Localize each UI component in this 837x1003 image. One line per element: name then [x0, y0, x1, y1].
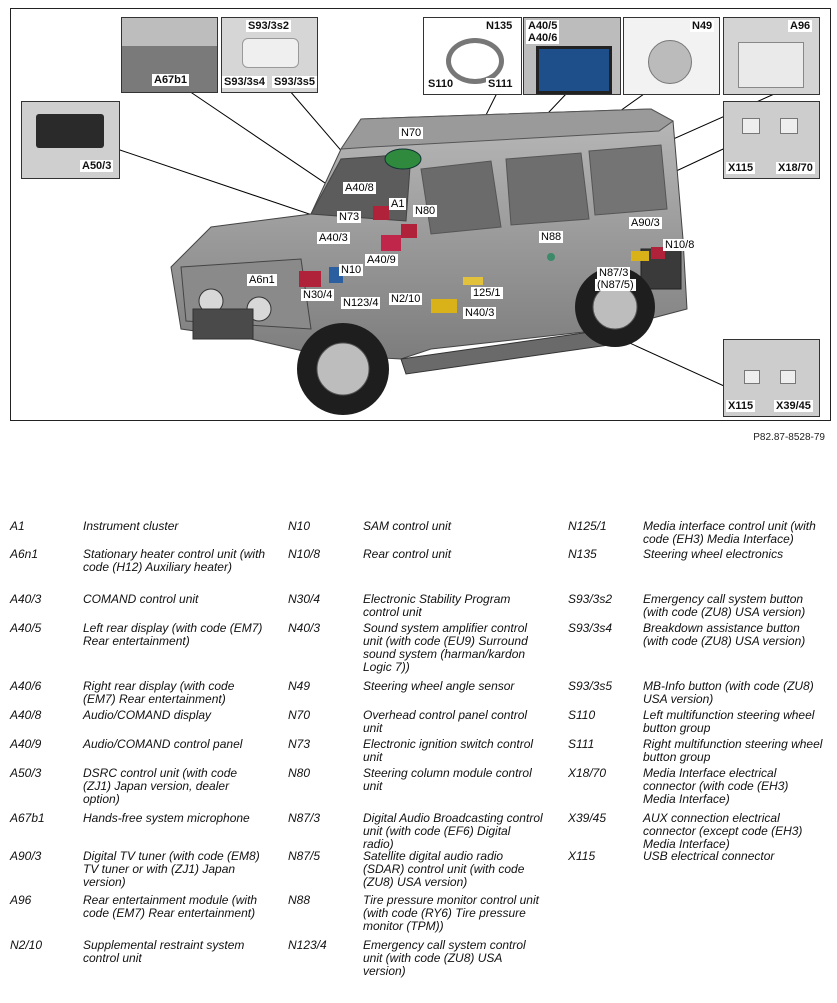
callout: N88: [541, 231, 562, 243]
legend-code: N125/1: [568, 519, 607, 533]
callout: A40/9: [367, 254, 396, 266]
legend-description: Tire pressure monitor control unit (with code (RY6) Tire pressure monitor (TPM)): [363, 893, 539, 933]
callout: A40/3: [319, 232, 348, 244]
callout: N123/4: [343, 297, 379, 309]
legend-code: S93/3s4: [568, 621, 613, 635]
legend-description: Digital TV tuner (with code (EM8) TV tuner or with (ZJ1) Japan version): [83, 849, 260, 889]
callout: 125/1: [473, 287, 501, 299]
inset-label: N49: [692, 20, 713, 32]
callout: (N87/5): [597, 279, 634, 291]
callout: N30/4: [303, 289, 333, 301]
inset-label: A96: [790, 20, 811, 32]
legend-code: A6n1: [10, 547, 39, 561]
callout: N70: [401, 127, 422, 139]
legend-description: Satellite digital audio radio (SDAR) control unit (with code (ZU8) USA version): [363, 849, 525, 889]
inset-a40-5-6: [523, 17, 621, 95]
rear-display-image: [536, 46, 612, 94]
legend-description: Digital Audio Broadcasting control unit (with code (EF6) Digital radio): [363, 811, 543, 851]
inset-label: S93/3s4: [224, 76, 265, 88]
legend-description: Electronic ignition switch control unit: [363, 737, 534, 764]
legend-code: N49: [288, 679, 311, 693]
legend-code: N30/4: [288, 592, 321, 606]
callout: N10: [341, 264, 362, 276]
legend-description: Right rear display (with code (EM7) Rear entertainment): [83, 679, 235, 706]
legend-description: AUX connection electrical connector (except code (EH3) Media Interface): [643, 811, 803, 851]
legend-description: Stationary heater control unit (with code (H12) Auxiliary heater): [83, 547, 266, 574]
legend-code: X115: [568, 849, 596, 863]
callout: N2/10: [391, 293, 421, 305]
inset-label: X39/45: [776, 400, 811, 412]
angle-sensor-image: [648, 40, 692, 84]
legend-description: Media Interface electrical connector (with code (EH3) Media Interface): [643, 766, 789, 806]
legend-description: Supplemental restraint system control unit: [83, 938, 245, 965]
callout: N10/8: [665, 239, 695, 251]
legend-code: X39/45: [568, 811, 607, 825]
legend-code: A1: [10, 519, 25, 533]
legend-description: Overhead control panel control unit: [363, 708, 528, 735]
legend-description: USB electrical connector: [643, 849, 775, 863]
legend-description: DSRC control unit (with code (ZJ1) Japan version, dealer option): [83, 766, 238, 806]
legend-description: Hands-free system microphone: [83, 811, 250, 825]
legend-code: A40/9: [10, 737, 42, 751]
legend-description: Sound system amplifier control unit (with code (EU9) Surround sound system (harman/kardon Logic 7)): [363, 621, 528, 674]
figure-reference-number: P82.87-8528-79: [753, 432, 825, 443]
inset-s93-3: [221, 17, 318, 93]
legend-code: A40/6: [10, 679, 42, 693]
legend-code: S93/3s5: [568, 679, 613, 693]
inset-x115-x39-45: [723, 339, 820, 417]
legend-code: N2/10: [10, 938, 43, 952]
inset-label: A40/6: [528, 32, 558, 44]
dsrc-unit-image: [36, 114, 104, 148]
rear-entertainment-module-image: [738, 42, 804, 88]
callout: A6n1: [249, 274, 275, 286]
legend-code: S110: [568, 708, 596, 722]
legend-code: N135: [568, 547, 597, 561]
legend-description: Breakdown assistance button (with code (ZU8) USA version): [643, 621, 806, 648]
legend-code: A50/3: [10, 766, 42, 780]
legend-description: Right multifunction steering wheel button group: [643, 737, 823, 764]
legend-description: Audio/COMAND control panel: [83, 737, 243, 751]
legend-code: A40/5: [10, 621, 42, 635]
inset-label: A50/3: [82, 160, 112, 172]
legend-code: N10: [288, 519, 311, 533]
legend-code: N70: [288, 708, 311, 722]
legend-code: A67b1: [10, 811, 45, 825]
legend-description: Audio/COMAND display: [83, 708, 212, 722]
legend-code: N10/8: [288, 547, 321, 561]
inset-label: A67b1: [154, 74, 188, 86]
legend-description: MB-Info button (with code (ZU8) USA version): [643, 679, 814, 706]
legend-description: COMAND control unit: [83, 592, 199, 606]
legend-description: Instrument cluster: [83, 519, 179, 533]
legend-code: N88: [288, 893, 311, 907]
inset-label: S93/3s5: [274, 76, 315, 88]
legend-description: Electronic Stability Program control unit: [363, 592, 511, 619]
callout: N40/3: [465, 307, 495, 319]
inset-a96: [723, 17, 820, 95]
inset-a50-3: [21, 101, 120, 179]
legend-code: N40/3: [288, 621, 321, 635]
inset-label: X18/70: [778, 162, 813, 174]
inset-label: S93/3s2: [248, 20, 289, 32]
legend-description: Media interface control unit (with code (EH3) Media Interface): [643, 519, 816, 546]
legend-code: S93/3s2: [568, 592, 613, 606]
legend-code: N123/4: [288, 938, 327, 952]
legend-code: N87/5: [288, 849, 321, 863]
callout: A40/8: [345, 182, 374, 194]
legend-description: Rear control unit: [363, 547, 452, 561]
callout: N80: [415, 205, 436, 217]
legend-code: N73: [288, 737, 311, 751]
legend-description: Steering wheel angle sensor: [363, 679, 515, 693]
inset-label: N135: [486, 20, 513, 32]
callout: N87/3: [599, 267, 629, 279]
legend-code: A40/8: [10, 708, 42, 722]
inset-n49: [623, 17, 720, 95]
inset-n135: [423, 17, 522, 95]
inset-label: X115: [728, 162, 754, 174]
legend-code: A96: [10, 893, 32, 907]
legend-description: Emergency call system control unit (with code (ZU8) USA version): [363, 938, 526, 978]
legend-code: X18/70: [568, 766, 607, 780]
legend-description: Left multifunction steering wheel button group: [643, 708, 815, 735]
legend-code: A90/3: [10, 849, 42, 863]
legend-code: A40/3: [10, 592, 42, 606]
callout: A90/3: [631, 217, 660, 229]
legend-description: Emergency call system button (with code (ZU8) USA version): [643, 592, 806, 619]
inset-label: S110: [428, 78, 454, 90]
legend-description: SAM control unit: [363, 519, 452, 533]
legend-description: Steering wheel electronics: [643, 547, 784, 561]
inset-label: A40/5: [528, 20, 558, 32]
inset-label: X115: [728, 400, 754, 412]
legend-description: Steering column module control unit: [363, 766, 532, 793]
inset-label: S111: [488, 78, 513, 90]
callout: N73: [339, 211, 360, 223]
legend-code: N80: [288, 766, 311, 780]
legend-code: S111: [568, 737, 595, 751]
component-location-diagram: [10, 8, 831, 421]
inset-a67b1: [121, 17, 218, 93]
inset-x115-x18-70: [723, 101, 820, 179]
legend-description: Left rear display (with code (EM7) Rear entertainment): [83, 621, 263, 648]
legend-code: N87/3: [288, 811, 321, 825]
legend-description: Rear entertainment module (with code (EM7) Rear entertainment): [83, 893, 258, 920]
callout: A1: [391, 198, 405, 210]
